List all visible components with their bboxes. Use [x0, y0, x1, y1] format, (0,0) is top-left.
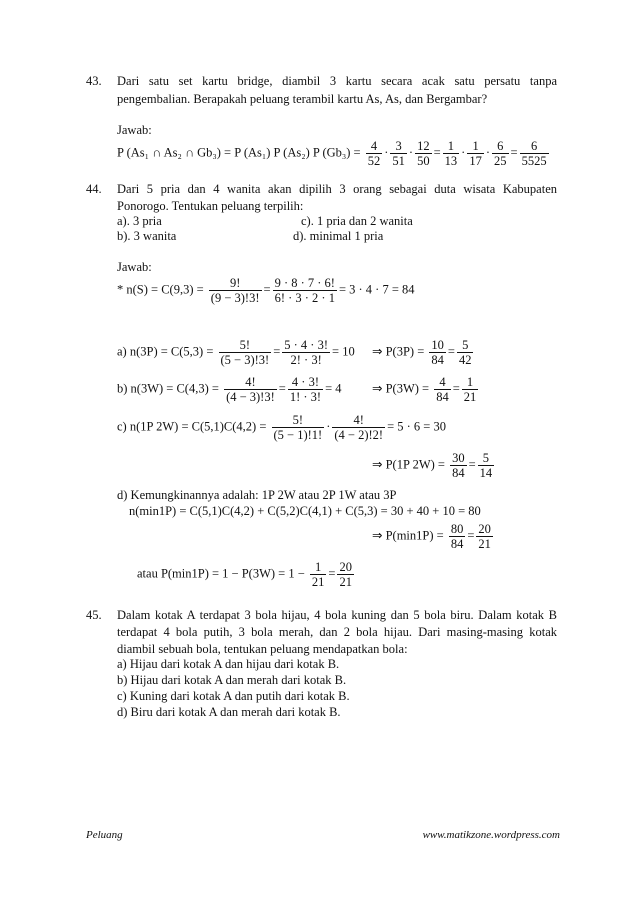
q45-item-c: c) Kuning dari kotak A dan putih dari kotak B.: [117, 689, 350, 703]
q44-option-c: c). 1 pria dan 2 wanita: [301, 214, 413, 228]
question-number-44: 44.: [86, 182, 102, 196]
ns-frac-2: $\frac{9 \cdot 8 \cdot 7 \cdot 6!}{6! \cdot 3 \cdot 2 \cdot 1}$: [274, 276, 335, 305]
q45-text-line1: Dalam kotak A terdapat 3 bola hijau, 4 bola kuning dan 5 bola biru. Dalam kotak B: [117, 608, 557, 622]
q44-part-a-result: ⇒ P(3P) = $\frac{10}{84}$ = $\frac{5}{42}$: [372, 338, 472, 367]
q44-part-d-calc: n(min1P) = C(5,1)C(4,2) + C(5,2)C(4,1) + C(5,3) = 30 + 40 + 10 = 80: [129, 504, 481, 518]
q44-part-c-result: ⇒ P(1P 2W) = $\frac{30}{84}$ = $\frac{5}{14}$: [372, 451, 493, 480]
q44-part-d-atau: atau P(min1P) = 1 − P(3W) = 1 − $\frac{1}{21}$ = $\frac{20}{21}$: [137, 560, 352, 589]
q45-text-line2: terdapat 4 bola putih, 3 bola merah, dan 2 bola hijau. Dari masing-masing kotak: [117, 625, 557, 639]
question-number-43: 43.: [86, 74, 102, 88]
q45-item-b: b) Hijau dari kotak A dan merah dari kotak B.: [117, 673, 347, 687]
q43-equation: P (As₁ ∩ As₂ ∩ Gb₃) = P (As₁) P (As₂) P (Gb₃) = $\frac{4}{52}$ · $\frac{3}{51}$ · $\frac{12}{50}$ = $\frac{1}{13}$ · $\frac{1}{17}$ · $\frac{6}{25}$ = $\frac{6}{5525}$: [117, 139, 547, 168]
footer-chapter-title: Peluang: [86, 829, 123, 841]
q43-text-line1: Dari satu set kartu bridge, diambil 3 kartu secara acak satu persatu tanpa: [117, 74, 557, 88]
q45-item-d: d) Biru dari kotak A dan merah dari kotak B.: [117, 705, 341, 719]
q44-part-a: a) n(3P) = C(5,3) = $\frac{5!}{(5 - 3)!3!}$ = $\frac{5 \cdot 4 \cdot 3!}{2! \cdot 3!}$ = 10: [117, 338, 355, 367]
q43-frac-1: $\frac{4}{52}$: [367, 139, 381, 168]
question-number-45: 45.: [86, 608, 102, 622]
q44-option-b: b). 3 wanita: [117, 229, 177, 243]
b-frac-1: $\frac{4!}{(4 - 3)!3!}$: [226, 375, 275, 404]
footer-website: www.matikzone.wordpress.com: [422, 829, 560, 841]
c-frac-2: $\frac{4!}{(4 - 2)!2!}$: [334, 413, 384, 442]
q44-part-d-line: d) Kemungkinannya adalah: 1P 2W atau 2P 1W atau 3P: [117, 488, 397, 502]
q43-jawab-label: Jawab:: [117, 123, 152, 137]
q43-frac-result: $\frac{6}{5525}$: [521, 139, 547, 168]
a-frac-1: $\frac{5!}{(5 - 3)!3!}$: [220, 338, 270, 367]
q44-part-c: c) n(1P 2W) = C(5,1)C(4,2) = $\frac{5!}{(5 - 1)!1!}$ · $\frac{4!}{(4 - 2)!2!}$ = 5 · 6 = 30: [117, 413, 446, 442]
c-frac-1: $\frac{5!}{(5 - 1)!1!}$: [273, 413, 323, 442]
q44-part-d-result: ⇒ P(min1P) = $\frac{80}{84}$ = $\frac{20}{21}$: [372, 522, 491, 551]
q44-text-line1: Dari 5 pria dan 4 wanita akan dipilih 3 orang sebagai duta wisata Kabupaten: [117, 182, 557, 196]
q44-part-b: b) n(3W) = C(4,3) = $\frac{4!}{(4 - 3)!3!}$ = $\frac{4 \cdot 3!}{1! \cdot 3!}$ = 4: [117, 375, 342, 404]
q44-part-b-result: ⇒ P(3W) = $\frac{4}{84}$ = $\frac{1}{21}$: [372, 375, 477, 404]
q45-item-a: a) Hijau dari kotak A dan hijau dari kotak B.: [117, 657, 340, 671]
q43-frac-2: $\frac{3}{51}$: [392, 139, 405, 168]
q43-frac-6: $\frac{6}{25}$: [494, 139, 507, 168]
q43-text-line2: pengembalian. Berapakah peluang terambil kartu As, As, dan Bergambar?: [117, 92, 488, 106]
q45-text-line3: diambil sebuah bola, tentukan peluang mendapatkan bola:: [117, 642, 408, 656]
a-frac-2: $\frac{5 \cdot 4 \cdot 3!}{2! \cdot 3!}$: [284, 338, 329, 367]
q43-frac-4: $\frac{1}{13}$: [444, 139, 458, 168]
q43-frac-3: $\frac{12}{50}$: [417, 139, 430, 168]
q43-expr-left: P (As₁ ∩ As₂ ∩ Gb₃) = P (As₁) P (As₂) P (Gb₃) =: [117, 145, 361, 160]
q43-frac-5: $\frac{1}{17}$: [469, 139, 482, 168]
ns-frac-1: $\frac{9!}{(9 - 3)!3!}$: [210, 276, 260, 305]
q44-sample-space: * n(S) = C(9,3) = $\frac{9!}{(9 - 3)!3!}$ = $\frac{9 \cdot 8 \cdot 7 \cdot 6!}{6! \cdot 3 \cdot 2 \cdot 1}$ = 3 · 4 · 7 = 84: [117, 276, 415, 305]
q44-jawab-label: Jawab:: [117, 260, 152, 274]
q44-text-line2: Ponorogo. Tentukan peluang terpilih:: [117, 199, 304, 213]
q44-option-d: d). minimal 1 pria: [293, 229, 384, 243]
b-frac-2: $\frac{4 \cdot 3!}{1! \cdot 3!}$: [289, 375, 322, 404]
q44-option-a: a). 3 pria: [117, 214, 162, 228]
